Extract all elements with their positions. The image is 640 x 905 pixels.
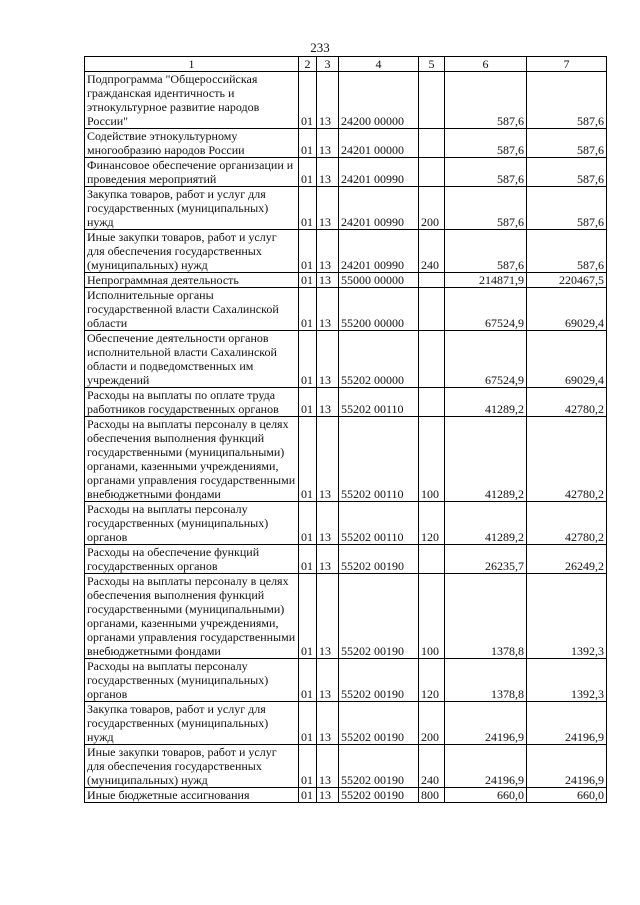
- section-cell: 01: [299, 273, 317, 288]
- row-name-cell: Иные бюджетные ассигнования: [85, 788, 299, 803]
- table-row: [85, 502, 607, 545]
- subsection-cell: 13: [317, 388, 339, 417]
- table-row: [85, 417, 607, 502]
- target-article-cell: 55202 00110: [339, 388, 419, 417]
- table-header-row: [85, 57, 607, 72]
- section-cell: 01: [299, 388, 317, 417]
- row-name-cell: Расходы на обеспечение функций государственных органов: [85, 545, 299, 574]
- section-cell: 01: [299, 129, 317, 158]
- target-article-cell: 24201 00990: [339, 158, 419, 187]
- target-article-cell: 24201 00990: [339, 187, 419, 230]
- table-row: [85, 659, 607, 702]
- expense-type-cell: [419, 273, 445, 288]
- column-header: 4: [339, 57, 419, 72]
- amount-year-2-cell: 69029,4: [527, 288, 607, 331]
- column-header: 7: [527, 57, 607, 72]
- row-name-cell: Исполнительные органы государственной власти Сахалинской области: [85, 288, 299, 331]
- section-cell: 01: [299, 745, 317, 788]
- section-cell: 01: [299, 187, 317, 230]
- section-cell: 01: [299, 331, 317, 388]
- table-row: [85, 72, 607, 129]
- target-article-cell: 55202 00190: [339, 745, 419, 788]
- section-cell: 01: [299, 417, 317, 502]
- row-name-cell: Содействие этнокультурному многообразию народов России: [85, 129, 299, 158]
- table-row: [85, 129, 607, 158]
- amount-year-2-cell: 42780,2: [527, 388, 607, 417]
- table-row: [85, 288, 607, 331]
- target-article-cell: 55202 00000: [339, 331, 419, 388]
- table-row: [85, 273, 607, 288]
- section-cell: 01: [299, 158, 317, 187]
- amount-year-1-cell: 587,6: [445, 230, 527, 273]
- amount-year-2-cell: 42780,2: [527, 502, 607, 545]
- subsection-cell: 13: [317, 574, 339, 659]
- target-article-cell: 24201 00990: [339, 230, 419, 273]
- amount-year-1-cell: 24196,9: [445, 702, 527, 745]
- subsection-cell: 13: [317, 288, 339, 331]
- subsection-cell: 13: [317, 129, 339, 158]
- page-number: 233: [310, 40, 330, 55]
- expense-type-cell: 120: [419, 502, 445, 545]
- target-article-cell: 55202 00190: [339, 702, 419, 745]
- target-article-cell: 55200 00000: [339, 288, 419, 331]
- subsection-cell: 13: [317, 158, 339, 187]
- subsection-cell: 13: [317, 702, 339, 745]
- expense-type-cell: 120: [419, 659, 445, 702]
- subsection-cell: 13: [317, 230, 339, 273]
- column-header: 3: [317, 57, 339, 72]
- column-header: 6: [445, 57, 527, 72]
- expense-type-cell: 200: [419, 187, 445, 230]
- expense-type-cell: [419, 158, 445, 187]
- target-article-cell: 55202 00190: [339, 659, 419, 702]
- section-cell: 01: [299, 230, 317, 273]
- amount-year-1-cell: 587,6: [445, 72, 527, 129]
- row-name-cell: Расходы на выплаты персоналу в целях обеспечения выполнения функций государственными (муниципальными) органами, казенными учреждениями, органами управления государственными внебюджетными фондами: [85, 574, 299, 659]
- amount-year-2-cell: 587,6: [527, 72, 607, 129]
- amount-year-1-cell: 67524,9: [445, 288, 527, 331]
- amount-year-1-cell: 587,6: [445, 187, 527, 230]
- row-name-cell: Иные закупки товаров, работ и услуг для обеспечения государственных (муниципальных) нужд: [85, 745, 299, 788]
- row-name-cell: Непрограммная деятельность: [85, 273, 299, 288]
- row-name-cell: Подпрограмма "Общероссийская гражданская идентичность и этнокультурное развитие народов России": [85, 72, 299, 129]
- amount-year-1-cell: 214871,9: [445, 273, 527, 288]
- target-article-cell: 55202 00190: [339, 545, 419, 574]
- budget-table: [84, 56, 607, 803]
- amount-year-1-cell: 587,6: [445, 129, 527, 158]
- target-article-cell: 55202 00190: [339, 788, 419, 803]
- amount-year-1-cell: 1378,8: [445, 659, 527, 702]
- amount-year-1-cell: 26235,7: [445, 545, 527, 574]
- row-name-cell: Расходы на выплаты персоналу в целях обеспечения выполнения функций государственными (муниципальными) органами, казенными учреждениями, органами управления государственными внебюджетными фондами: [85, 417, 299, 502]
- target-article-cell: 55202 00110: [339, 417, 419, 502]
- expense-type-cell: 100: [419, 417, 445, 502]
- row-name-cell: Обеспечение деятельности органов исполнительной власти Сахалинской области и подведомственных им учреждений: [85, 331, 299, 388]
- target-article-cell: 24201 00000: [339, 129, 419, 158]
- amount-year-1-cell: 41289,2: [445, 417, 527, 502]
- expense-type-cell: 200: [419, 702, 445, 745]
- section-cell: 01: [299, 72, 317, 129]
- section-cell: 01: [299, 502, 317, 545]
- expense-type-cell: [419, 129, 445, 158]
- amount-year-2-cell: 1392,3: [527, 659, 607, 702]
- amount-year-1-cell: 67524,9: [445, 331, 527, 388]
- table-row: [85, 745, 607, 788]
- expense-type-cell: [419, 288, 445, 331]
- row-name-cell: Финансовое обеспечение организации и проведения мероприятий: [85, 158, 299, 187]
- section-cell: 01: [299, 574, 317, 659]
- subsection-cell: 13: [317, 187, 339, 230]
- expense-type-cell: 240: [419, 745, 445, 788]
- table-row: [85, 187, 607, 230]
- table-row: [85, 702, 607, 745]
- row-name-cell: Закупка товаров, работ и услуг для государственных (муниципальных) нужд: [85, 702, 299, 745]
- section-cell: 01: [299, 659, 317, 702]
- row-name-cell: Расходы на выплаты персоналу государственных (муниципальных) органов: [85, 659, 299, 702]
- column-header: 5: [419, 57, 445, 72]
- amount-year-1-cell: 41289,2: [445, 502, 527, 545]
- subsection-cell: 13: [317, 417, 339, 502]
- table-row: [85, 388, 607, 417]
- table-row: [85, 574, 607, 659]
- amount-year-2-cell: 220467,5: [527, 273, 607, 288]
- subsection-cell: 13: [317, 502, 339, 545]
- expense-type-cell: 800: [419, 788, 445, 803]
- expense-type-cell: [419, 72, 445, 129]
- expense-type-cell: 240: [419, 230, 445, 273]
- amount-year-1-cell: 24196,9: [445, 745, 527, 788]
- amount-year-2-cell: 69029,4: [527, 331, 607, 388]
- section-cell: 01: [299, 788, 317, 803]
- column-header: 1: [85, 57, 299, 72]
- amount-year-2-cell: 26249,2: [527, 545, 607, 574]
- row-name-cell: Иные закупки товаров, работ и услуг для обеспечения государственных (муниципальных) нужд: [85, 230, 299, 273]
- subsection-cell: 13: [317, 659, 339, 702]
- amount-year-2-cell: 24196,9: [527, 745, 607, 788]
- row-name-cell: Закупка товаров, работ и услуг для государственных (муниципальных) нужд: [85, 187, 299, 230]
- amount-year-1-cell: 587,6: [445, 158, 527, 187]
- target-article-cell: 24200 00000: [339, 72, 419, 129]
- target-article-cell: 55202 00110: [339, 502, 419, 545]
- subsection-cell: 13: [317, 331, 339, 388]
- column-header: 2: [299, 57, 317, 72]
- target-article-cell: 55000 00000: [339, 273, 419, 288]
- amount-year-2-cell: 587,6: [527, 230, 607, 273]
- amount-year-1-cell: 1378,8: [445, 574, 527, 659]
- table-row: [85, 331, 607, 388]
- subsection-cell: 13: [317, 745, 339, 788]
- table-row: [85, 545, 607, 574]
- target-article-cell: 55202 00190: [339, 574, 419, 659]
- amount-year-2-cell: 660,0: [527, 788, 607, 803]
- expense-type-cell: [419, 545, 445, 574]
- amount-year-2-cell: 587,6: [527, 187, 607, 230]
- section-cell: 01: [299, 288, 317, 331]
- amount-year-1-cell: 660,0: [445, 788, 527, 803]
- expense-type-cell: [419, 331, 445, 388]
- subsection-cell: 13: [317, 788, 339, 803]
- amount-year-2-cell: 1392,3: [527, 574, 607, 659]
- table-row: [85, 788, 607, 803]
- row-name-cell: Расходы на выплаты по оплате труда работников государственных органов: [85, 388, 299, 417]
- section-cell: 01: [299, 702, 317, 745]
- subsection-cell: 13: [317, 545, 339, 574]
- expense-type-cell: 100: [419, 574, 445, 659]
- amount-year-1-cell: 41289,2: [445, 388, 527, 417]
- amount-year-2-cell: 42780,2: [527, 417, 607, 502]
- subsection-cell: 13: [317, 273, 339, 288]
- table-row: [85, 230, 607, 273]
- amount-year-2-cell: 24196,9: [527, 702, 607, 745]
- amount-year-2-cell: 587,6: [527, 129, 607, 158]
- row-name-cell: Расходы на выплаты персоналу государственных (муниципальных) органов: [85, 502, 299, 545]
- subsection-cell: 13: [317, 72, 339, 129]
- table-row: [85, 158, 607, 187]
- section-cell: 01: [299, 545, 317, 574]
- expense-type-cell: [419, 388, 445, 417]
- amount-year-2-cell: 587,6: [527, 158, 607, 187]
